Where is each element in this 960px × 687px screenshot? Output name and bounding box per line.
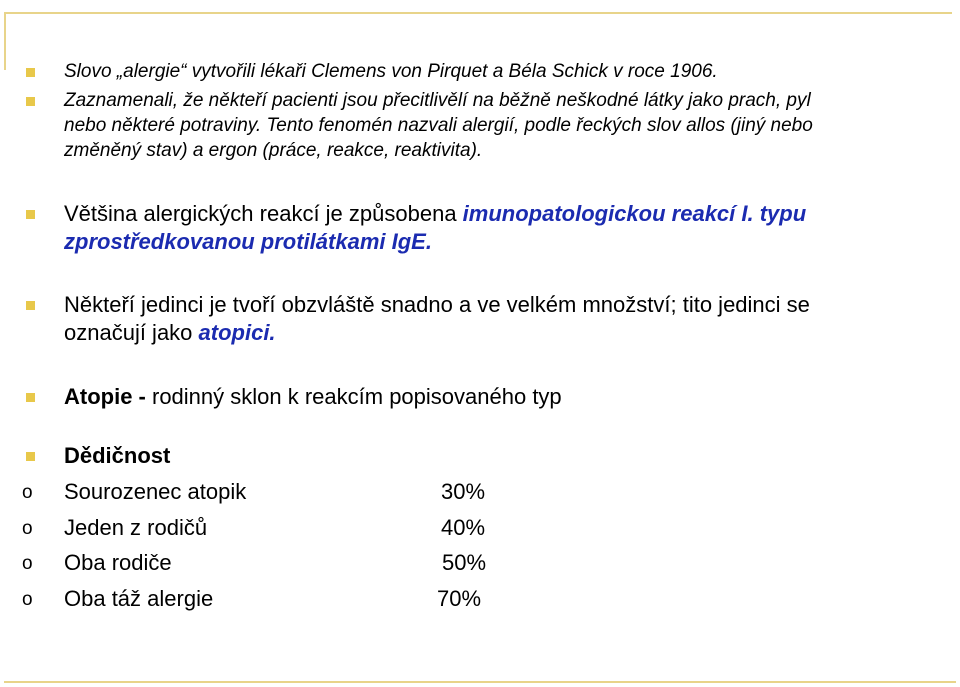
paragraph-atopic-line2 (64, 319, 276, 346)
circle-bullet-icon: o (22, 553, 33, 574)
paragraph-discovery-line2: nebo některé potraviny. Tento fenomén nazvali alergií, podle řeckých slov allos (jiný nebo (64, 115, 813, 136)
square-bullet-icon (26, 68, 35, 77)
frame-left-line (4, 12, 6, 70)
frame-bottom-line (4, 681, 956, 683)
heredity-value: 40% (441, 515, 486, 540)
circle-bullet-icon: o (22, 589, 33, 610)
heredity-label: Oba rodiče (64, 550, 172, 575)
paragraph-atopic-line1: Někteří jedinci je tvoří obzvláště snadno a ve velkém množství; tito jedinci se (64, 292, 810, 317)
paragraph-discovery-line3: změněný stav) a ergon (práce, reakce, reaktivita). (64, 140, 483, 161)
square-bullet-icon (26, 97, 35, 106)
atopy-term: Atopie - (64, 384, 152, 409)
heredity-label: Oba táž alergie (64, 586, 214, 611)
square-bullet-icon (26, 393, 35, 402)
atopy-definition: rodinný sklon k reakcím popisovaného typ (152, 384, 562, 409)
atopic-emphasis: atopici. (198, 320, 276, 345)
paragraph-atopy (64, 383, 562, 410)
frame-top-line (4, 12, 952, 14)
paragraph-reaction-line1 (64, 200, 806, 227)
square-bullet-icon (26, 301, 35, 310)
heredity-value: 30% (441, 479, 486, 504)
paragraph-origin: Slovo „alergie“ vytvořili lékaři Clemens von Pirquet a Béla Schick v roce 1906. (64, 61, 718, 82)
heredity-heading: Dědičnost (64, 443, 171, 468)
atopic-text: označují jako (64, 320, 199, 345)
heredity-label: Jeden z rodičů (64, 515, 208, 540)
reaction-ige-emphasis: zprostředkovanou protilátkami IgE. (64, 229, 432, 254)
heredity-value: 50% (442, 550, 487, 575)
reaction-text: Většina alergických reakcí je způsobena (64, 201, 463, 226)
square-bullet-icon (26, 210, 35, 219)
paragraph-discovery-line1: Zaznamenali, že někteří pacienti jsou přecitlivělí na běžně neškodné látky jako prach, pyl (64, 90, 811, 111)
circle-bullet-icon: o (22, 518, 33, 539)
heredity-value: 70% (437, 586, 482, 611)
square-bullet-icon (26, 452, 35, 461)
circle-bullet-icon: o (22, 482, 33, 503)
heredity-label: Sourozenec atopik (64, 479, 247, 504)
reaction-type-emphasis: imunopatologickou reakcí I. typu (462, 201, 807, 226)
